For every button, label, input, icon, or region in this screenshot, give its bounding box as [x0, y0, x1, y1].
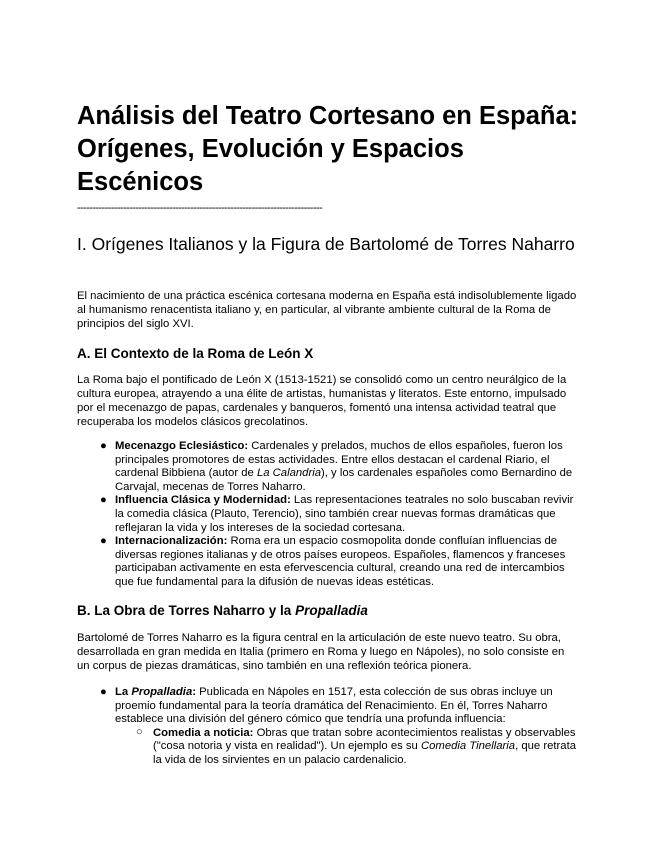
- list-item: [77, 686, 577, 768]
- work-title: La Calandria: [256, 467, 321, 480]
- work-title: Propalladia: [131, 686, 193, 698]
- propalladia-list: [77, 686, 577, 768]
- list-item-text: Roma era un espacio cosmopolita donde confluían influencias de diversas regiones italianas y de otros países europeos. Españoles, flamencos y franceses participaban activamente en esta efervescencia cultural, creando una red de intercambios que fue fundamental para la difusión de nuevas ideas estéticas.: [115, 535, 566, 588]
- document-title: Análisis del Teatro Cortesano en España: Orígenes, Evolución y Espacios Escénicos: [77, 102, 579, 196]
- subsection-heading-b: [77, 602, 368, 619]
- bullet-icon: ●: [100, 440, 107, 452]
- list-item-text: Las representaciones teatrales no solo buscaban revivir la comedia clásica (Plauto, Terencio), sino también crear nuevas formas dramáticas que reflejaran la vida y los intereses de la sociedad cortesana.: [115, 494, 574, 534]
- heading-text: B. La Obra de Torres Naharro y la: [77, 603, 296, 618]
- sublist: [115, 727, 577, 768]
- list-item-text: Cardenales y prelados, muchos de ellos españoles, fueron los principales promotores de estas actividades. Entre ellos destacan el cardenal Riario, el cardenal Bibbiena (autor de: [115, 440, 563, 480]
- list-item: [77, 535, 577, 589]
- heading-work-title: Propalladia: [295, 603, 368, 618]
- circle-bullet-icon: ○: [136, 725, 143, 738]
- bullet-icon: ●: [100, 535, 107, 548]
- subsection-b-paragraph: Bartolomé de Torres Naharro es la figura central en la articulación de este nuevo teatro. Su obra, desarrollada en gran medida en Italia (primero en Roma y luego en Nápoles), no solo consiste en un corpus de piezas dramáticas, sino también en una reflexión teórica pionera.: [77, 632, 565, 672]
- sublist-item-label: Comedia a noticia:: [153, 726, 254, 739]
- horizontal-rule: --------------------------------------------------------------------------------: [77, 202, 323, 214]
- subsection-heading-a: A. El Contexto de la Roma de León X: [77, 346, 314, 361]
- context-list: [77, 440, 577, 590]
- list-item-label: [115, 686, 196, 698]
- subsection-a-paragraph: La Roma bajo el pontificado de León X (1513-1521) se consolidó como un centro neurálgico de la cultura europea, atrayendo a una élite de artistas, humanistas y literatos. Este entorno, impulsado por el mecenazgo de papas, cardenales y banqueros, fomentó una intensa actividad teatral que recuperaba los modelos clásicos grecolatinos.: [77, 374, 567, 428]
- label-text: :: [192, 686, 196, 698]
- sublist-item: [115, 727, 577, 768]
- list-item-text: ), y los cardenales españoles como Bernardino de Carvajal, mecenas de Torres Naharro.: [115, 467, 573, 493]
- sublist-item-text: Obras que tratan sobre acontecimientos realistas y observables ("cosa notoria y vista en realidad"). Un ejemplo es su: [153, 726, 576, 753]
- bullet-icon: ●: [100, 686, 107, 698]
- sublist-item-text: , que retrata la vida de los sirvientes en un palacio cardenalicio.: [153, 740, 576, 766]
- list-item-label: Influencia Clásica y Modernidad:: [115, 494, 291, 507]
- label-text: La: [115, 686, 132, 698]
- bullet-icon: ●: [100, 494, 107, 507]
- list-item-label: Internacionalización:: [115, 535, 228, 548]
- list-item: [77, 494, 577, 535]
- list-item-label: Mecenazgo Eclesiástico:: [115, 440, 249, 452]
- list-item-text: Publicada en Nápoles en 1517, esta colección de sus obras incluye un proemio fundamental para la teoría dramática del Renacimiento. En él, Torres Naharro establece una división del género cómico que tendría una profunda influencia:: [115, 686, 553, 726]
- work-title: Comedia Tinellaria: [420, 740, 516, 753]
- section-heading-1: I. Orígenes Italianos y la Figura de Bartolomé de Torres Naharro: [77, 234, 575, 254]
- list-item: [77, 440, 577, 494]
- section-intro-paragraph: El nacimiento de una práctica escénica cortesana moderna en España está indisolublemente ligado al humanismo renacentista italiano y, en particular, al vibrante ambiente cultural de la Roma de principios del siglo XVI.: [77, 290, 577, 330]
